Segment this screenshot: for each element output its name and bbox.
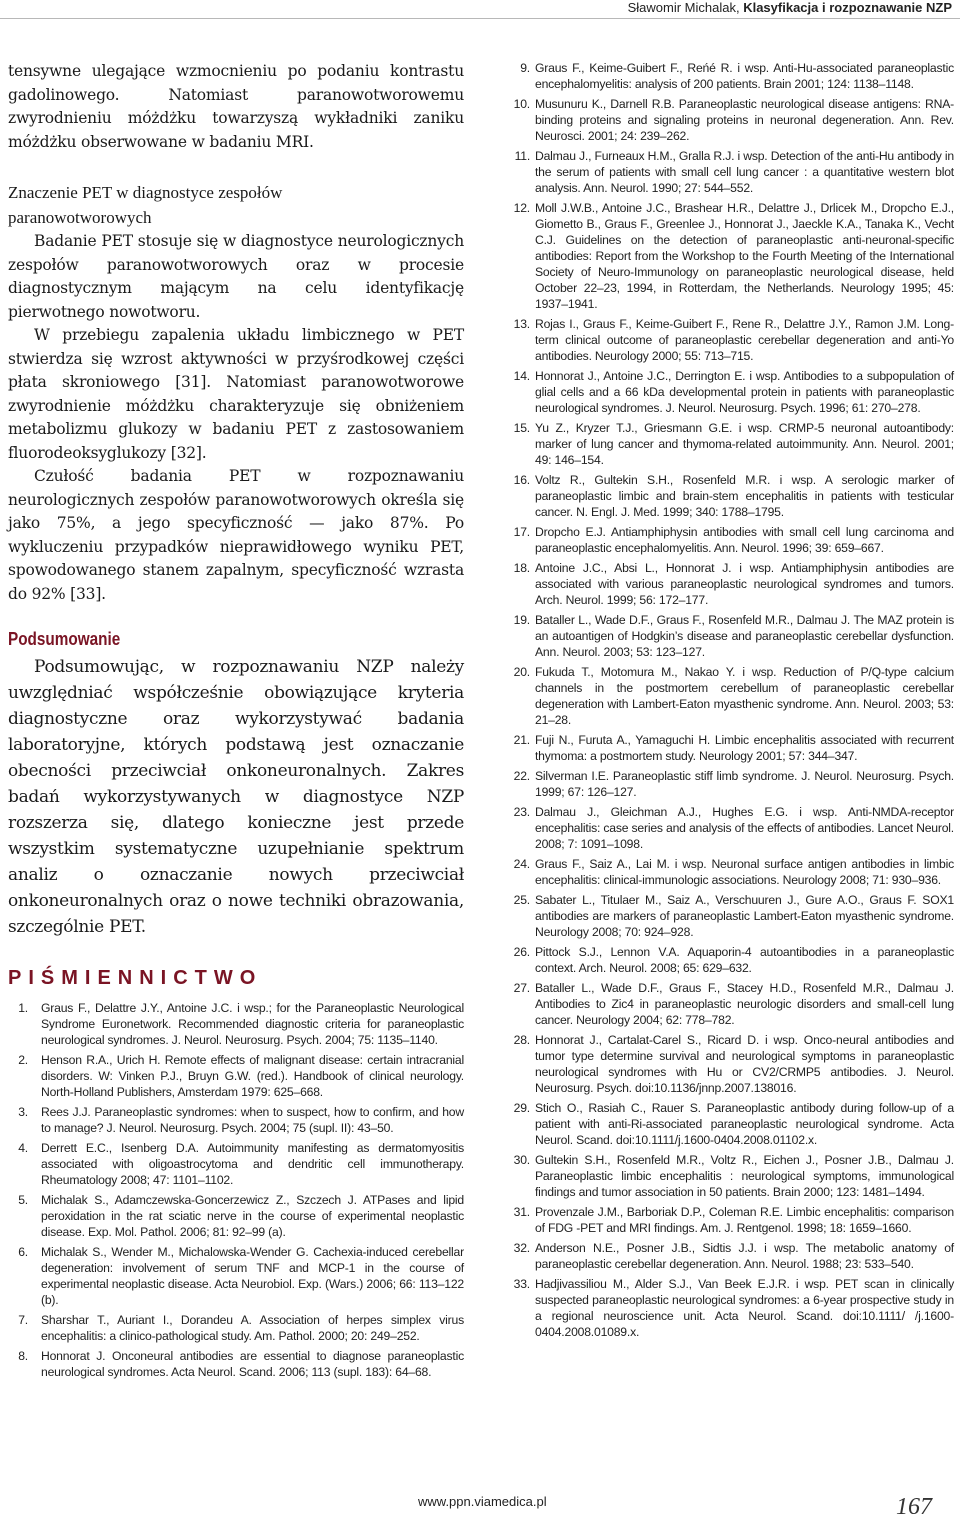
right-column bbox=[506, 60, 954, 1344]
reference-number: 18. bbox=[513, 561, 530, 575]
reference-item bbox=[506, 148, 954, 196]
reference-item bbox=[506, 768, 954, 800]
reference-item bbox=[506, 368, 954, 416]
reference-item bbox=[506, 420, 954, 468]
running-header bbox=[628, 0, 952, 16]
reference-number: 25. bbox=[513, 893, 530, 907]
reference-text: Dropcho E.J. Antiamphiphysin antibodies with small cell lung carcinoma and paraneoplastic encephalomyelitis. Ann. Neurol. 1996; 39: 659–667. bbox=[535, 525, 954, 555]
reference-number: 19. bbox=[513, 613, 530, 627]
reference-text: Honnorat J., Cartalat-Carel S., Ricard D. i wsp. Onco-neural antibodies and tumor type determine survival and neurological symptoms in paraneoplastic neurological syndromes with Hu or CV2/CRMP5 antibodies. J. Neurol. Neurosurg. Psych. doi:10.1136/jnnp.2007.138016. bbox=[535, 1033, 954, 1095]
reference-item bbox=[8, 1244, 464, 1308]
reference-number: 27. bbox=[513, 981, 530, 995]
reference-item bbox=[506, 732, 954, 764]
reference-number: 29. bbox=[513, 1101, 530, 1115]
header-author: Sławomir Michalak, bbox=[627, 0, 744, 15]
reference-text: Henson R.A., Urich H. Remote effects of malignant disease: certain intracranial disorders. W: Vinken P.J., Bruyn G.W. (red.). Handbook of clinical neurology. North-Holland Publishers, Amsterdam 1979: 625–668. bbox=[41, 1053, 464, 1099]
pet-section bbox=[8, 180, 464, 606]
reference-item bbox=[506, 1100, 954, 1148]
reference-text: Rojas I., Graus F., Keime-Guibert F., Rene R., Delattre J.Y., Ramon J.M. Long-term clinical outcome of paraneoplastic cerebellar degeneration and anti-Yo antibodies. Neurology 2000; 55: 713–715. bbox=[535, 317, 954, 363]
reference-text: Honnorat J., Antoine J.C., Derrington E. i wsp. Antibodies to a subpopulation of glial cells and a 66 kDa developmental protein in patients with paraneoplastic neurological syndromes. J. Neurol. Neurosurg. Psych. 1996; 61: 270–278. bbox=[535, 369, 954, 415]
reference-item bbox=[506, 60, 954, 92]
reference-number: 13. bbox=[513, 317, 530, 331]
reference-item bbox=[8, 1052, 464, 1100]
reference-text: Derrett E.C., Isenberg D.A. Autoimmunity manifesting as dermatomyositis associated with oligoastrocytoma and dendritic cell immunotherapy. Rheumatology 2008; 47: 1101–1102. bbox=[41, 1141, 464, 1187]
references-heading: PIŚMIENNICTWO bbox=[8, 967, 263, 989]
reference-item bbox=[506, 316, 954, 364]
reference-text: Rees J.J. Paraneoplastic syndromes: when to suspect, how to confirm, and how to manage? J. Neurol. Neurosurg. Psych. 2004; 75 (supl. II): 43–50. bbox=[41, 1105, 464, 1135]
reference-item bbox=[8, 1104, 464, 1136]
reference-text: Pittock S.J., Lennon V.A. Aquaporin-4 autoantibodies in a paraneoplastic context. Arch. Neurol. 2008; 65: 629–632. bbox=[535, 945, 954, 975]
reference-text: Graus F., Delattre J.Y., Antoine J.C. i wsp.; for the Paraneoplastic Neurological Syndrome Euronetwork. Recommended diagnostic criteria for paraneoplastic neurological syndromes. J. Neurol. Neurosurg. Psych. 2004; 75: 1135–1140. bbox=[41, 1001, 464, 1047]
header-rule bbox=[0, 18, 960, 19]
reference-text: Hadjivassiliou M., Alder S.J., Van Beek E.J.R. i wsp. PET scan in clinically suspected paraneoplastic neurological syndromes: a 6-year prospective study in a regional neuroscience unit. Acta Neurol. Scand. doi:10.1111/ /j.1600-0404.2008.01089.x. bbox=[535, 1277, 954, 1339]
reference-text: Gultekin S.H., Rosenfeld M.R., Voltz R., Eichen J., Posner J.B., Dalmau J. Paraneoplastic limbic encephalitis : neurological symptoms, immunological findings and tumor association in 50 patients. Brain 2000; 123: 1481–1494. bbox=[535, 1153, 954, 1199]
reference-number: 14. bbox=[513, 369, 530, 383]
header-article-title: Klasyfikacja i rozpoznawanie NZP bbox=[743, 0, 952, 15]
reference-number: 15. bbox=[513, 421, 530, 435]
reference-text: Graus F., Saiz A., Lai M. i wsp. Neuronal surface antigen antibodies in limbic encephalitis: clinical-immunologic associations. Neurology 2008; 71: 930–936. bbox=[535, 857, 954, 887]
reference-number: 21. bbox=[513, 733, 530, 747]
reference-text: Provenzale J.M., Barboriak D.P., Coleman R.E. Limbic encephalitis: comparison of FDG -PET and MRI findings. Am. J. Rentgenol. 1998; 18: 1659–1660. bbox=[535, 1205, 954, 1235]
reference-item bbox=[506, 944, 954, 976]
reference-item bbox=[506, 980, 954, 1028]
reference-list-left bbox=[8, 1000, 464, 1380]
reference-item bbox=[506, 1032, 954, 1096]
reference-item bbox=[506, 472, 954, 520]
reference-list-right bbox=[506, 60, 954, 1340]
reference-number: 17. bbox=[513, 525, 530, 539]
reference-text: Michalak S., Wender M., Michalowska-Wender G. Cachexia-induced cerebellar degeneration: involvement of serum TNF and MCP-1 in the course of experimental neoplastic disease. Acta Neurobiol. Exp. (Wars.) 2006; 66: 113–122 (b). bbox=[41, 1245, 464, 1307]
reference-number: 4. bbox=[18, 1141, 28, 1155]
reference-text: Dalmau J., Gleichman A.J., Hughes E.G. i wsp. Anti-NMDA-receptor encephalitis: case series and analysis of the effects of antibodies. Lancet Neurol. 2008; 7: 1091–1098. bbox=[535, 805, 954, 851]
reference-number: 1. bbox=[18, 1001, 28, 1015]
reference-text: Musunuru K., Darnell R.B. Paraneoplastic neurological disease antigens: RNA-binding proteins and signaling proteins in neuronal degeneration. Ann. Rev. Neurosci. 2001; 24: 239–262. bbox=[535, 97, 954, 143]
reference-item bbox=[506, 804, 954, 852]
reference-number: 26. bbox=[513, 945, 530, 959]
reference-item bbox=[8, 1348, 464, 1380]
reference-number: 23. bbox=[513, 805, 530, 819]
reference-number: 10. bbox=[513, 97, 530, 111]
reference-number: 12. bbox=[513, 201, 530, 215]
reference-text: Yu Z., Kryzer T.J., Griesmann G.E. i wsp. CRMP-5 neuronal autoantibody: marker of lung cancer and thymoma-related autoimmunity. Ann. Neurol. 2001; 49: 146–154. bbox=[535, 421, 954, 467]
reference-number: 8. bbox=[18, 1349, 28, 1363]
reference-text: Sabater L., Titulaer M., Saiz A., Verschuuren J., Gure A.O., Graus F. SOX1 antibodies are markers of paraneoplastic Lambert-Eaton myasthenic syndrome. Neurology 2008; 70: 924–928. bbox=[535, 893, 954, 939]
reference-item bbox=[506, 1276, 954, 1340]
reference-item bbox=[506, 200, 954, 312]
reference-number: 11. bbox=[514, 149, 530, 163]
pet-section-title-line2: paranowotworowych bbox=[8, 208, 152, 227]
reference-number: 30. bbox=[513, 1153, 530, 1167]
reference-item bbox=[506, 524, 954, 556]
reference-text: Honnorat J. Onconeural antibodies are essential to diagnose paraneoplastic neurological syndromes. Acta Neurol. Scand. 2006; 113 (supl. 183): 64–68. bbox=[41, 1349, 464, 1379]
reference-text: Michalak S., Adamczewska-Goncerzewicz Z., Szczech J. ATPases and lipid peroxidation in the rat sciatic nerve in the course of experimental neoplastic disease. Exp. Mol. Pathol. 2006; 81: 92–99 (a). bbox=[41, 1193, 464, 1239]
reference-number: 7. bbox=[18, 1313, 28, 1327]
footer-url: www.ppn.viamedica.pl bbox=[418, 1494, 547, 1509]
reference-number: 33. bbox=[513, 1277, 530, 1291]
reference-item bbox=[506, 856, 954, 888]
reference-text: Fukuda T., Motomura M., Nakao Y. i wsp. Reduction of P/Q-type calcium channels in the postmortem cerebellum of paraneoplastic cerebellar degeneration with Lambert-Eaton myasthenic syndrome. Ann. Neurol. 2003; 53: 21–28. bbox=[535, 665, 954, 727]
continuation-paragraph: tensywne ulegające wzmocnieniu po podaniu kontrastu gadolinowego. Natomiast paranowotworowemu zwyrodnieniu móżdżku towarzyszą wykładniki zaniku móżdżku obserwowane w badaniu MRI. bbox=[8, 62, 464, 151]
reference-text: Silverman I.E. Paraneoplastic stiff limb syndrome. J. Neurol. Neurosurg. Psych. 1999; 67: 126–127. bbox=[535, 769, 954, 799]
reference-text: Dalmau J., Furneaux H.M., Gralla R.J. i wsp. Detection of the anti-Hu antibody in the serum of patients with small cell lung cancer : a quantitative western blot analysis. Ann. Neurol. 1990; 27: 544–552. bbox=[535, 149, 954, 195]
reference-text: Antoine J.C., Absi L., Honnorat J. i wsp. Antiamphiphysin antibodies are associated with various paraneoplastic neurological syndromes and tumors. Arch. Neurol. 1999; 56: 172–177. bbox=[535, 561, 954, 607]
reference-item bbox=[506, 612, 954, 660]
reference-item bbox=[506, 1152, 954, 1200]
reference-item bbox=[506, 892, 954, 940]
reference-item bbox=[8, 1000, 464, 1048]
reference-number: 16. bbox=[513, 473, 530, 487]
left-column bbox=[8, 60, 464, 1384]
reference-text: Moll J.W.B., Antoine J.C., Brashear H.R., Delattre J., Drlicek M., Dropcho E.J., Giometto B., Graus F., Greenlee J., Honnorat J., Jaeckle K.A., Tanaka K., Vecht C.J. Guidelines on the detection of paraneoplastic anti-neuronal-specific antibodies: Report from the Workshop to the Fourth Meeting of the International Society of Neuro-Immunology on paraneoplastic neurological disease, held October 22–23, 1994, in Rotterdam, the Netherlands. Neurology 1995; 45: 1937–1941. bbox=[535, 201, 954, 311]
reference-number: 6. bbox=[18, 1245, 28, 1259]
reference-number: 20. bbox=[513, 665, 530, 679]
reference-number: 32. bbox=[513, 1241, 530, 1255]
reference-item bbox=[506, 664, 954, 728]
summary-heading: Podsumowanie bbox=[8, 629, 121, 649]
reference-item bbox=[506, 560, 954, 608]
pet-paragraph-2: W przebiegu zapalenia układu limbicznego w PET stwierdza się wzrost aktywności w przyśrodkowej części płata skroniowego [31]. Natomiast paranowotworowe zwyrodnienie móżdżku charakteryzuje się obniżeniem metabolizmu glukozy w badaniu PET z zastosowaniem fluorodeoksyglukozy [32]. bbox=[8, 326, 464, 462]
reference-text: Voltz R., Gultekin S.H., Rosenfeld M.R. i wsp. A serologic marker of paraneoplastic limbic and brain-stem encephalitis in patients with testicular cancer. N. Engl. J. Med. 1999; 340: 1788–1795. bbox=[535, 473, 954, 519]
summary-paragraph: Podsumowując, w rozpoznawaniu NZP należy uwzględniać współcześnie obowiązujące kryteria diagnostyczne oraz wykorzystywać badania laboratoryjne, których podstawą jest oznaczanie obecności przeciwciał onkoneuronalnych. Zakres badań wykorzystywanych w diagnostyce NZP rozszerza się, dlatego konieczne jest przede wszystkim systematyczne uzupełnianie spektrum analiz o oznaczanie nowych przeciwciał onkoneuronalnych oraz o nowe techniki obrazowania, szczególnie PET. bbox=[8, 657, 464, 937]
reference-item bbox=[8, 1192, 464, 1240]
pet-paragraph-1: Badanie PET stosuje się w diagnostyce neurologicznych zespołów paranowotworowych oraz w procesie diagnostycznym mającym na celu identyfikację pierwotnego nowotworu. bbox=[8, 232, 464, 321]
reference-item bbox=[8, 1312, 464, 1344]
reference-item bbox=[8, 1140, 464, 1188]
reference-number: 5. bbox=[18, 1193, 28, 1207]
reference-number: 9. bbox=[520, 61, 530, 75]
reference-number: 31. bbox=[513, 1205, 530, 1219]
reference-number: 22. bbox=[513, 769, 530, 783]
reference-text: Graus F., Keime-Guibert F., Reńé R. i wsp. Anti-Hu-associated paraneoplastic encephalomyelitis: analysis of 200 patients. Brain 2001; 124: 1138–1148. bbox=[535, 61, 954, 91]
reference-text: Bataller L., Wade D.F., Graus F., Stacey H.D., Rosenfeld M.R., Dalmau J. Antibodies to Zic4 in paraneoplastic neurologic disorders and small-cell lung cancer. Neurology 2004; 62: 778–782. bbox=[535, 981, 954, 1027]
reference-number: 24. bbox=[513, 857, 530, 871]
reference-number: 3. bbox=[18, 1105, 28, 1119]
reference-number: 28. bbox=[513, 1033, 530, 1047]
reference-number: 2. bbox=[18, 1053, 28, 1067]
reference-item bbox=[506, 1240, 954, 1272]
pet-section-title-line1: Znaczenie PET w diagnostyce zespołów bbox=[8, 183, 283, 202]
reference-text: Stich O., Rasiah C., Rauer S. Paraneoplastic antibody during follow-up of a patient with anti-Ri-associated paraneoplastic neurological syndrome. Acta Neurol. Scand. doi:10.1111/j.1600-0404.2008.01102.x. bbox=[535, 1101, 954, 1147]
reference-item bbox=[506, 96, 954, 144]
page-number: 167 bbox=[896, 1494, 932, 1520]
reference-item bbox=[506, 1204, 954, 1236]
reference-text: Bataller L., Wade D.F., Graus F., Rosenfeld M.R., Dalmau J. The MAZ protein is an autoantigen of Hodgkin’s disease and paraneoplastic cerebellar dysfunction. Ann. Neurol. 2003; 53: 123–127. bbox=[535, 613, 954, 659]
pet-paragraph-3: Czułość badania PET w rozpoznawaniu neurologicznych zespołów paranowotworowych określa się jako 75%, a jego specyficzność — jako 87%. Po wykluczeniu przypadków nieprawidłowego wyniku PET, spowodowanego stanem zapalnym, specyficzność wzrasta do 92% [33]. bbox=[8, 467, 464, 603]
reference-text: Sharshar T., Auriant I., Dorandeu A. Association of herpes simplex virus encephalitis: a clinico-pathological study. Am. Pathol. 2000; 20: 249–252. bbox=[41, 1313, 464, 1343]
reference-text: Anderson N.E., Posner J.B., Sidtis J.J. i wsp. The metabolic anatomy of paraneoplastic cerebellar degeneration. Ann. Neurol. 1988; 23: 533–540. bbox=[535, 1241, 954, 1271]
reference-text: Fuji N., Furuta A., Yamaguchi H. Limbic encephalitis associated with recurrent thymoma: a postmortem study. Neurology 2001; 57: 344–347. bbox=[535, 733, 954, 763]
